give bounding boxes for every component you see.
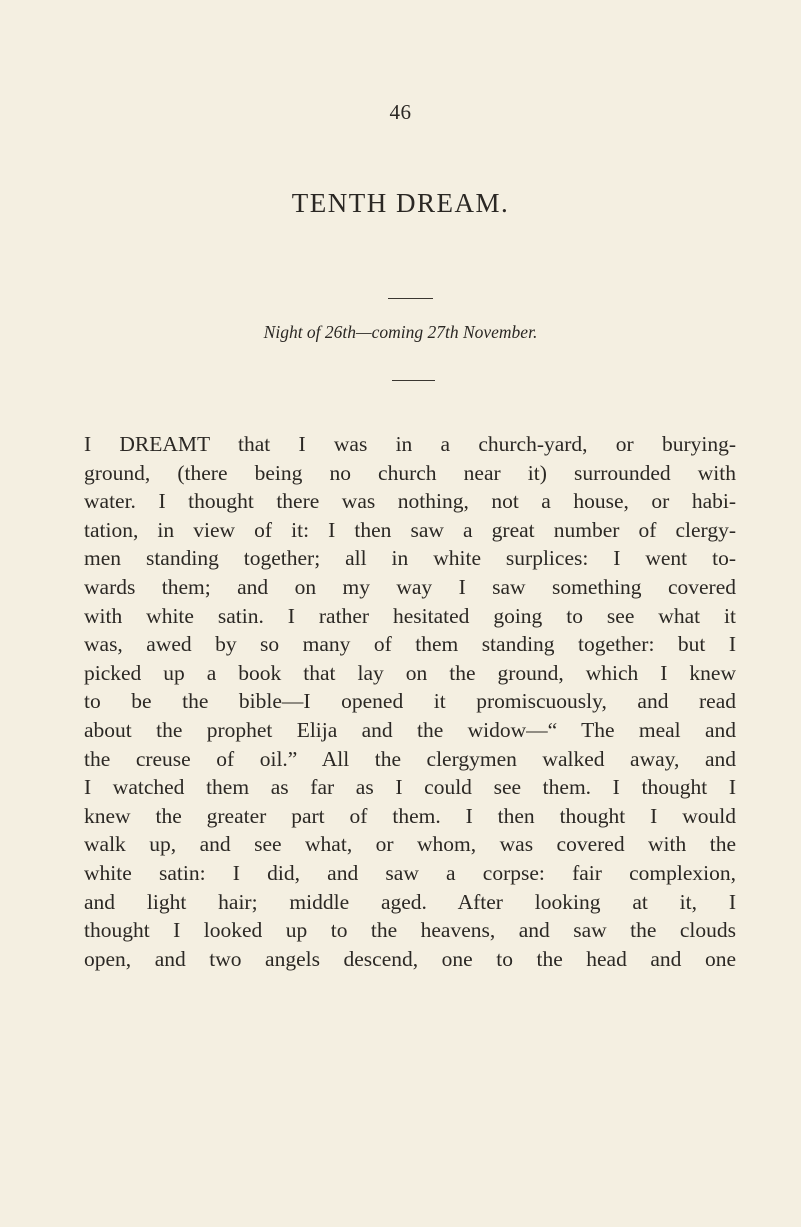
body-line: walk up, and see what, or whom, was covered with the bbox=[84, 832, 736, 857]
body-line: white satin: I did, and saw a corpse: fair complexion, bbox=[84, 860, 736, 885]
chapter-subtitle: Night of 26th—coming 27th November. bbox=[263, 322, 538, 342]
body-line: men standing together; all in white surplices: I went to- bbox=[84, 546, 736, 571]
body-line: was, awed by so many of them standing together: but I bbox=[84, 632, 736, 657]
body-line: I DREAMT that I was in a church-yard, or burying- bbox=[84, 432, 736, 456]
body-line: to be the bible—I opened it promiscuously, and read bbox=[84, 689, 736, 714]
page-number: 46 bbox=[389, 100, 412, 124]
body-line: water. I thought there was nothing, not a house, or habi- bbox=[84, 489, 736, 514]
body-line: ground, (there being no church near it) surrounded with bbox=[84, 460, 736, 485]
body-line: about the prophet Elija and the widow—“ The meal and bbox=[84, 717, 736, 742]
subtitle-divider bbox=[392, 380, 435, 381]
body-line: picked up a book that lay on the ground, which I knew bbox=[84, 660, 736, 685]
title-divider bbox=[388, 298, 433, 299]
body-line: the creuse of oil.” All the clergymen walked away, and bbox=[84, 746, 736, 771]
body-line: knew the greater part of them. I then thought I would bbox=[84, 803, 736, 828]
body-line: with white satin. I rather hesitated going to see what it bbox=[84, 603, 736, 628]
body-line: and light hair; middle aged. After looking at it, I bbox=[84, 889, 736, 914]
body-line: tation, in view of it: I then saw a great number of clergy- bbox=[84, 517, 736, 542]
body-line: thought I looked up to the heavens, and saw the clouds bbox=[84, 918, 736, 943]
body-line: open, and two angels descend, one to the head and one bbox=[84, 946, 736, 971]
body-line: I watched them as far as I could see them. I thought I bbox=[84, 775, 736, 800]
body-line: wards them; and on my way I saw something covered bbox=[84, 574, 736, 599]
body-text bbox=[84, 430, 736, 973]
chapter-title: TENTH DREAM. bbox=[291, 188, 510, 218]
